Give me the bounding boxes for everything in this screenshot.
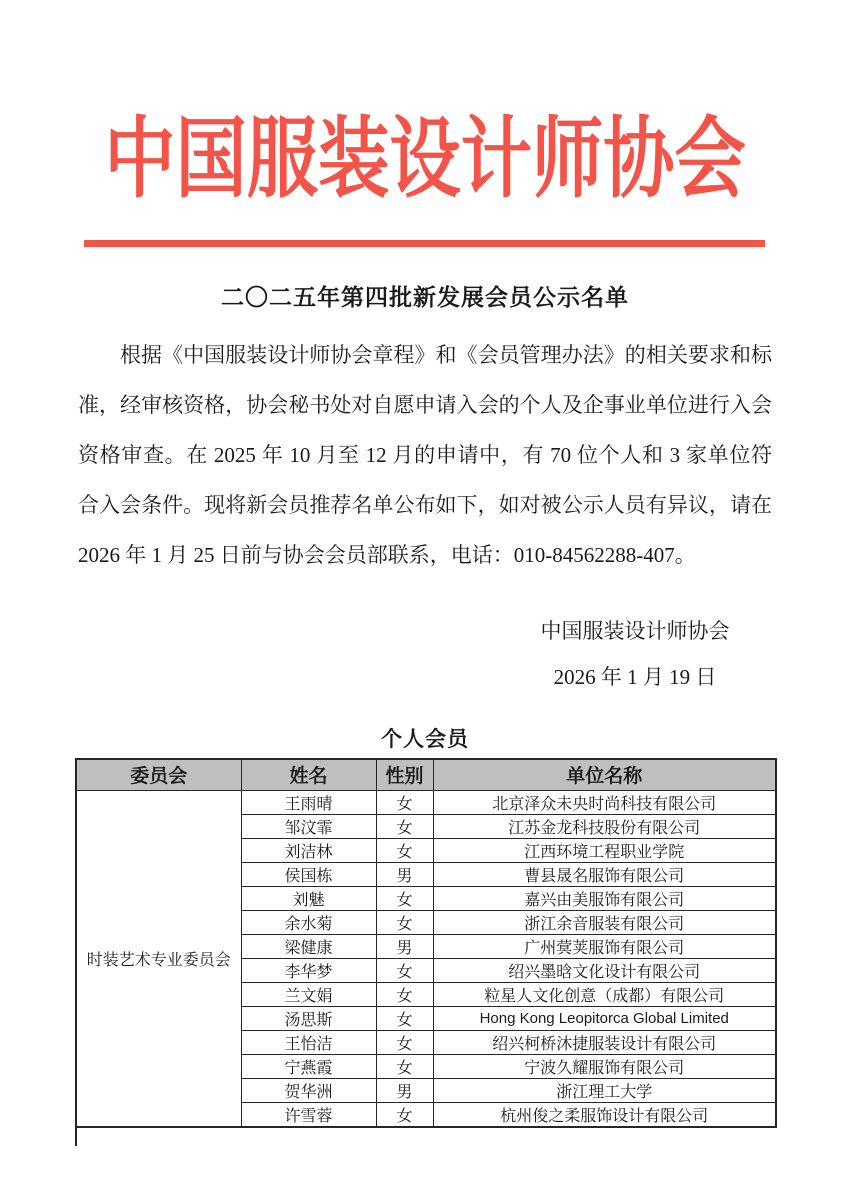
- member-name-cell: 刘魅: [241, 886, 376, 910]
- member-unit-cell: 江西环境工程职业学院: [433, 838, 776, 862]
- member-gender-cell: 女: [376, 790, 433, 814]
- member-gender-cell: 女: [376, 1006, 433, 1030]
- member-name-cell: 贺华洲: [241, 1078, 376, 1102]
- signature-organization: 中国服装设计师协会: [540, 619, 730, 643]
- member-unit-cell: 绍兴墨晗文化设计有限公司: [433, 958, 776, 982]
- member-unit-cell: 浙江理工大学: [433, 1078, 776, 1102]
- member-name-cell: 侯国栋: [241, 862, 376, 886]
- member-gender-cell: 女: [376, 1030, 433, 1054]
- column-header-unit: 单位名称: [433, 759, 776, 790]
- signature-block: [513, 608, 757, 700]
- member-gender-cell: 女: [376, 838, 433, 862]
- member-unit-cell: 宁波久耀服饰有限公司: [433, 1054, 776, 1078]
- member-name-cell: 宁燕霞: [241, 1054, 376, 1078]
- members-table: [75, 758, 777, 1128]
- member-gender-cell: 女: [376, 1054, 433, 1078]
- member-name-cell: 邹汶霏: [241, 814, 376, 838]
- member-name-cell: 余水菊: [241, 910, 376, 934]
- signature-date: 2026 年 1 月 19 日: [553, 665, 717, 689]
- member-name-cell: 梁健康: [241, 934, 376, 958]
- member-unit-cell: 浙江余音服装有限公司: [433, 910, 776, 934]
- member-unit-cell: 杭州俊之柔服饰设计有限公司: [433, 1102, 776, 1127]
- member-unit-cell: 广州蓂荚服饰有限公司: [433, 934, 776, 958]
- member-unit-cell: 北京泽众未央时尚科技有限公司: [433, 790, 776, 814]
- association-masthead: 中国服装设计师协会: [104, 112, 746, 209]
- member-gender-cell: 女: [376, 814, 433, 838]
- page-cut-border: [75, 1112, 77, 1146]
- member-unit-cell: 嘉兴由美服饰有限公司: [433, 886, 776, 910]
- body-line: 根据《中国服装设计师协会章程》和《会员管理办法》的相关要求和标: [120, 343, 772, 367]
- member-name-cell: 兰文娟: [241, 982, 376, 1006]
- member-gender-cell: 女: [376, 910, 433, 934]
- member-name-cell: 刘洁林: [241, 838, 376, 862]
- member-name-cell: 许雪蓉: [241, 1102, 376, 1127]
- member-name-cell: 王怡洁: [241, 1030, 376, 1054]
- member-gender-cell: 女: [376, 958, 433, 982]
- member-unit-cell: 绍兴柯桥沐捷服装设计有限公司: [433, 1030, 776, 1054]
- member-gender-cell: 男: [376, 1078, 433, 1102]
- member-name-cell: 李华梦: [241, 958, 376, 982]
- document-title: 二〇二五年第四批新发展会员公示名单: [221, 285, 629, 310]
- body-line: 2026 年 1 月 25 日前与协会会员部联系，电话：010-84562288-407。: [78, 543, 696, 567]
- column-header-gender: 性别: [376, 759, 433, 790]
- member-unit-cell: 曹县晟名服饰有限公司: [433, 862, 776, 886]
- member-unit-cell: Hong Kong Leopitorca Global Limited: [433, 1006, 776, 1030]
- member-name-cell: 王雨晴: [241, 790, 376, 814]
- body-line: 准，经审核资格，协会秘书处对自愿申请入会的个人及企事业单位进行入会: [78, 393, 772, 417]
- committee-merged-cell: 时装艺术专业委员会: [76, 790, 241, 1127]
- member-name-cell: 汤思斯: [241, 1006, 376, 1030]
- body-line: 合入会条件。现将新会员推荐名单公布如下，如对被公示人员有异议，请在: [78, 493, 772, 517]
- column-header-committee: 委员会: [76, 759, 241, 790]
- member-unit-cell: 江苏金龙科技股份有限公司: [433, 814, 776, 838]
- member-gender-cell: 男: [376, 862, 433, 886]
- column-header-name: 姓名: [241, 759, 376, 790]
- table-row: [76, 790, 776, 814]
- member-unit-cell: 粒星人文化创意（成都）有限公司: [433, 982, 776, 1006]
- masthead-rule: [84, 240, 765, 247]
- table-header-row: [76, 759, 776, 790]
- member-gender-cell: 女: [376, 1102, 433, 1127]
- member-gender-cell: 女: [376, 886, 433, 910]
- notice-body: [78, 330, 772, 580]
- member-gender-cell: 女: [376, 982, 433, 1006]
- member-gender-cell: 男: [376, 934, 433, 958]
- section-title-individual-members: 个人会员: [381, 727, 469, 751]
- body-line: 资格审查。在 2025 年 10 月至 12 月的申请中，有 70 位个人和 3 家单位符: [78, 443, 772, 467]
